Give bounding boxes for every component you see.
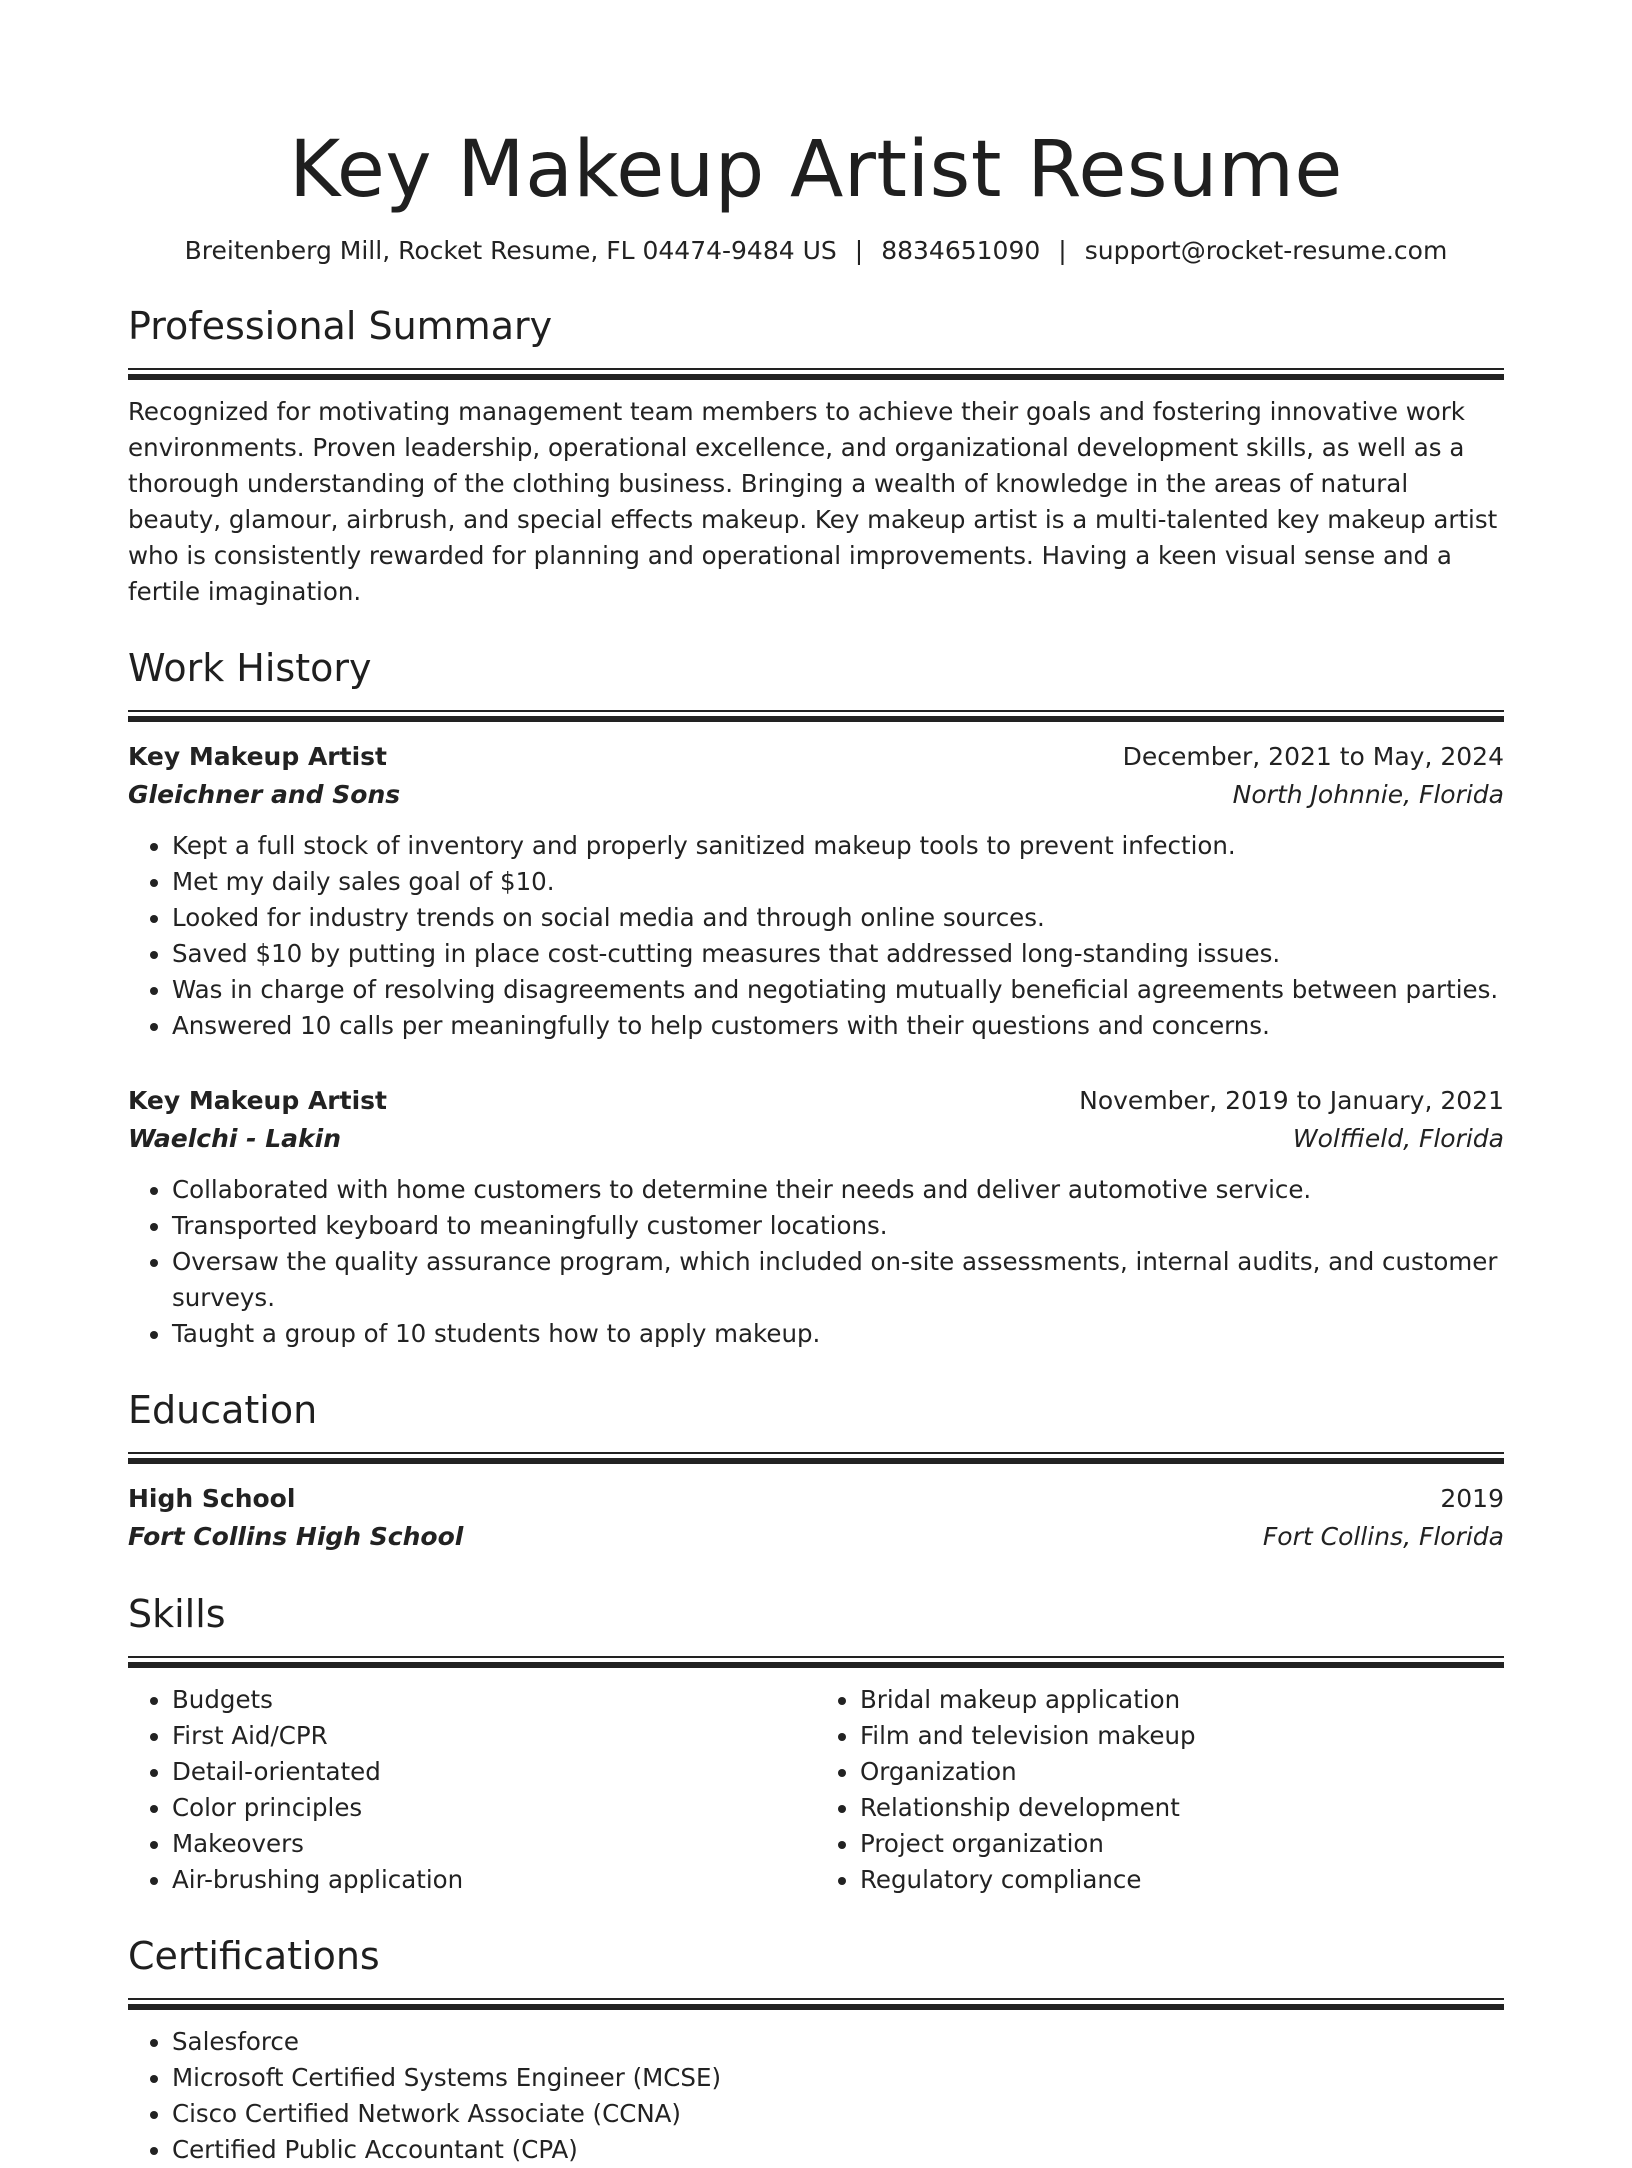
- list-item: • Color principles: [172, 1790, 816, 1826]
- education-entry: [128, 1480, 1504, 1556]
- resume-page: [128, 0, 1504, 2168]
- job-header-row: [128, 1082, 1504, 1120]
- certifications-list: [128, 2024, 1504, 2168]
- list-item: • Kept a full stock of inventory and properly sanitized makeup tools to prevent infection.: [172, 828, 1504, 864]
- list-item: • Film and television makeup: [860, 1718, 1504, 1754]
- section-divider: [128, 1452, 1504, 1464]
- education-school-row: [128, 1518, 1504, 1556]
- job-entry: [128, 738, 1504, 1044]
- list-item: • Transported keyboard to meaningfully customer locations.: [172, 1208, 1504, 1244]
- education-degree: High School: [128, 1484, 296, 1513]
- list-item: • Was in charge of resolving disagreements and negotiating mutually beneficial agreements between parties.: [172, 972, 1504, 1008]
- section-heading-work-history: Work History: [128, 646, 372, 690]
- list-item: • Looked for industry trends on social media and through online sources.: [172, 900, 1504, 936]
- list-item: • Relationship development: [860, 1790, 1504, 1826]
- job-company: Waelchi - Lakin: [128, 1124, 342, 1153]
- list-item: • Oversaw the quality assurance program, which included on-site assessments, internal audits, and customer surveys.: [172, 1244, 1504, 1316]
- list-item: • Collaborated with home customers to determine their needs and deliver automotive service.: [172, 1172, 1504, 1208]
- job-location: North Johnnie, Florida: [1232, 780, 1504, 809]
- job-dates: November, 2019 to January, 2021: [1079, 1086, 1504, 1115]
- education-year: 2019: [1440, 1484, 1504, 1513]
- education-section: [128, 1388, 1504, 1556]
- job-company-row: [128, 776, 1504, 814]
- contact-separator: |: [1058, 236, 1067, 265]
- work-history-section: [128, 646, 1504, 1352]
- job-duties-list: [128, 828, 1504, 1044]
- job-title: Key Makeup Artist: [128, 1086, 387, 1115]
- job-company: Gleichner and Sons: [128, 780, 401, 809]
- list-item: • Organization: [860, 1754, 1504, 1790]
- section-divider: [128, 1656, 1504, 1668]
- education-school: Fort Collins High School: [128, 1522, 464, 1551]
- contact-phone: 8834651090: [881, 236, 1041, 265]
- resume-title: Key Makeup Artist Resume: [289, 125, 1343, 215]
- list-item: • Air-brushing application: [172, 1862, 816, 1898]
- skills-section: [128, 1592, 1504, 1898]
- list-item: • Salesforce: [172, 2024, 1504, 2060]
- list-item: • Project organization: [860, 1826, 1504, 1862]
- skills-list-left: [128, 1682, 816, 1898]
- list-item: • Saved $10 by putting in place cost-cutting measures that addressed long-standing issues.: [172, 936, 1504, 972]
- list-item: • Makeovers: [172, 1826, 816, 1862]
- section-heading-certifications: Certifications: [128, 1934, 380, 1978]
- summary-section: [128, 304, 1504, 610]
- list-item: • Budgets: [172, 1682, 816, 1718]
- contact-line: [128, 234, 1504, 268]
- job-entry: [128, 1082, 1504, 1352]
- section-heading-summary: Professional Summary: [128, 304, 553, 348]
- list-item: • Certified Public Accountant (CPA): [172, 2132, 1504, 2168]
- contact-separator: |: [854, 236, 864, 265]
- job-company-row: [128, 1120, 1504, 1158]
- list-item: • Met my daily sales goal of $10.: [172, 864, 1504, 900]
- contact-email: support@rocket-resume.com: [1084, 236, 1448, 265]
- education-header-row: [128, 1480, 1504, 1518]
- list-item: • Microsoft Certified Systems Engineer (MCSE): [172, 2060, 1504, 2096]
- summary-text: Recognized for motivating management team members to achieve their goals and fostering innovative work environments. Proven leadership, operational excellence, and organizational development skills, as well as a thorough understanding of the clothing business. Bringing a wealth of knowledge in the areas of natural beauty, glamour, airbrush, and special effects makeup. Key makeup artist is a multi-talented key makeup artist who is consistently rewarded for planning and operational improvements. Having a keen visual sense and a fertile imagination.: [128, 397, 1498, 606]
- list-item: • Taught a group of 10 students how to apply makeup.: [172, 1316, 1504, 1352]
- section-heading-education: Education: [128, 1388, 318, 1432]
- job-title: Key Makeup Artist: [128, 742, 387, 771]
- list-item: • Detail-orientated: [172, 1754, 816, 1790]
- contact-address: Breitenberg Mill, Rocket Resume, FL 04474-9484 US: [184, 236, 837, 265]
- job-duties-list: [128, 1172, 1504, 1352]
- list-item: • Cisco Certified Network Associate (CCNA): [172, 2096, 1504, 2132]
- list-item: • Regulatory compliance: [860, 1862, 1504, 1898]
- job-header-row: [128, 738, 1504, 776]
- list-item: • Answered 10 calls per meaningfully to help customers with their questions and concerns.: [172, 1008, 1504, 1044]
- job-dates: December, 2021 to May, 2024: [1122, 742, 1504, 771]
- section-heading-skills: Skills: [128, 1592, 226, 1636]
- section-divider: [128, 368, 1504, 380]
- section-divider: [128, 710, 1504, 722]
- skills-list-right: [816, 1682, 1504, 1898]
- list-item: • First Aid/CPR: [172, 1718, 816, 1754]
- job-location: Wolffield, Florida: [1292, 1124, 1504, 1153]
- certifications-section: [128, 1934, 1504, 2168]
- list-item: • Bridal makeup application: [860, 1682, 1504, 1718]
- section-divider: [128, 1998, 1504, 2010]
- education-location: Fort Collins, Florida: [1262, 1522, 1504, 1551]
- skills-columns: [128, 1682, 1504, 1898]
